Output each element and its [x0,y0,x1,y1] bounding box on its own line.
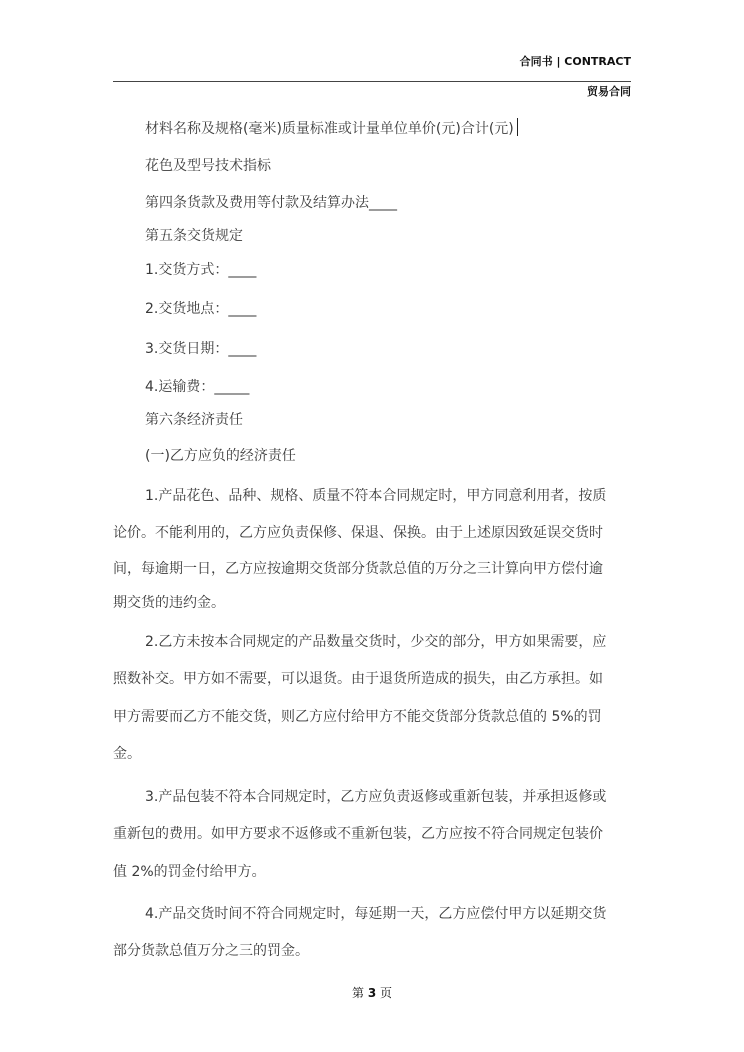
delivery-date: 3.交货日期：____ [145,341,257,357]
paragraph-3-line-2: 重新包的费用。如甲方要求不返修或不重新包装，乙方应按不符合同规定包装价 [113,826,603,842]
party-b-liability-heading: (一)乙方应负的经济责任 [145,448,296,464]
paragraph-2-line-2: 照数补交。甲方如不需要，可以退货。由于退货所造成的损失，由乙方承担。如 [113,671,603,687]
paragraph-4-line-1: 4.产品交货时间不符合同规定时，每延期一天，乙方应偿付甲方以延期交货 [145,906,607,922]
table-header-line: 材料名称及规格(毫米)质量标准或计量单位单价(元)合计(元) [145,118,518,138]
paragraph-2-line-3: 甲方需要而乙方不能交货，则乙方应付给甲方不能交货部分货款总值的 5%的罚 [113,709,602,725]
delivery-method: 1.交货方式：____ [145,262,257,278]
paragraph-1-line-3: 间，每逾期一日，乙方应按逾期交货部分货款总值的万分之三计算向甲方偿付逾 [113,561,603,577]
paragraph-2-line-4: 金。 [113,746,141,762]
clause-5-heading: 第五条交货规定 [145,228,243,244]
paragraph-1-line-4: 期交货的违约金。 [113,595,225,611]
transport-fee: 4.运输费：_____ [145,379,250,395]
paragraph-2-line-1: 2.乙方未按本合同规定的产品数量交货时，少交的部分，甲方如果需要，应 [145,634,607,650]
page-number: 第 3 页 [351,986,393,1000]
paragraph-3-line-1: 3.产品包装不符本合同规定时，乙方应负责返修或重新包装，并承担返修或 [145,789,607,805]
delivery-location: 2.交货地点：____ [145,301,257,317]
clause-4-heading: 第四条货款及费用等付款及结算办法____ [145,195,397,211]
text-cursor [517,118,518,136]
header-title: 合同书 | CONTRACT [519,55,631,68]
table-subheader-line: 花色及型号技术指标 [145,158,271,174]
paragraph-1-line-1: 1.产品花色、品种、规格、质量不符本合同规定时，甲方同意利用者，按质 [145,488,607,504]
paragraph-4-line-2: 部分货款总值万分之三的罚金。 [113,943,309,959]
paragraph-3-line-3: 值 2%的罚金付给甲方。 [113,864,266,880]
paragraph-1-line-2: 论价。不能利用的，乙方应负责保修、保退、保换。由于上述原因致延误交货时 [113,525,603,541]
header-divider [113,81,631,82]
header-subtitle: 贸易合同 [587,85,631,98]
clause-6-heading: 第六条经济责任 [145,412,243,428]
